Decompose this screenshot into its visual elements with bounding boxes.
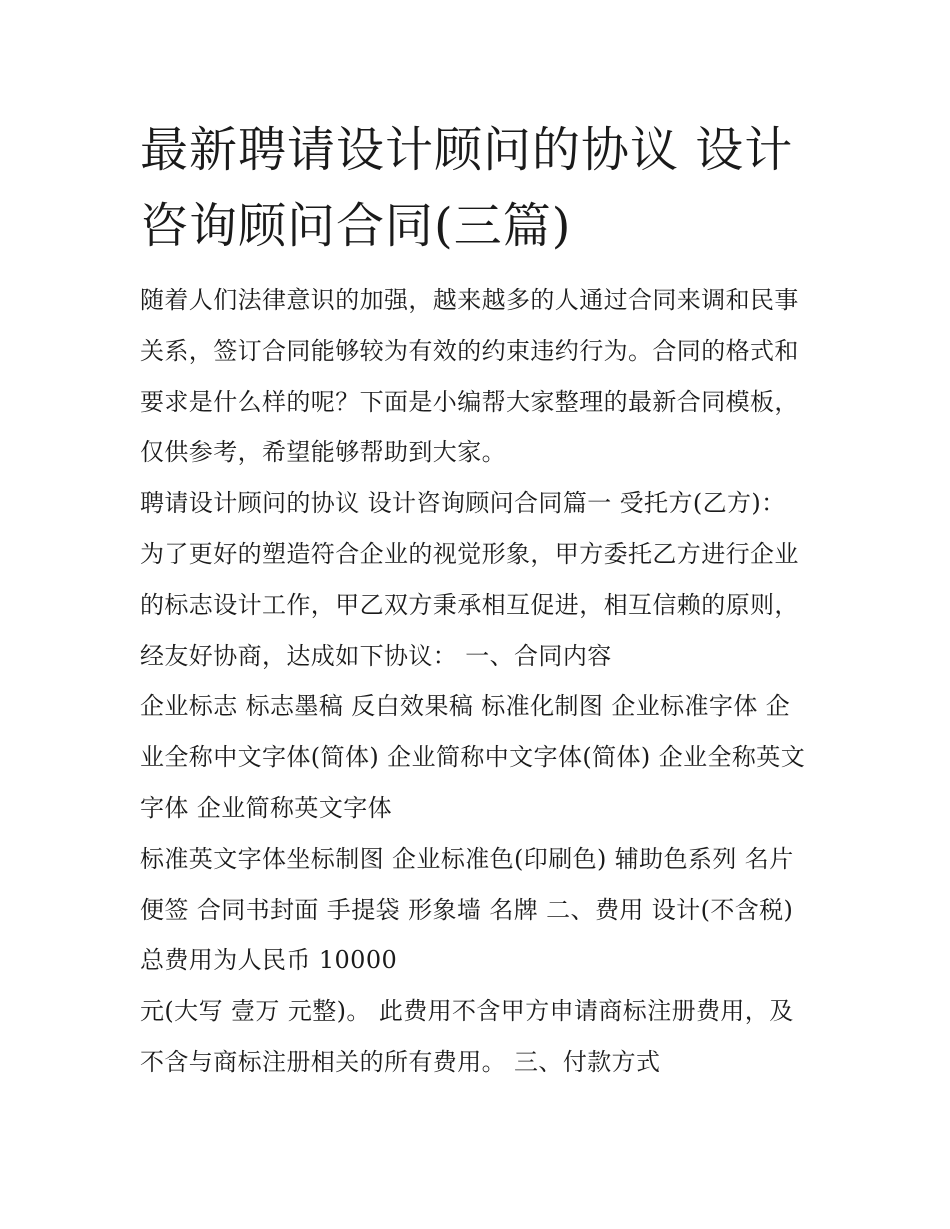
title-line: 咨询顾问合同(三篇) bbox=[140, 198, 572, 254]
text-line: 关系，签订合同能够较为有效的约束违约行为。合同的格式和 bbox=[140, 336, 799, 365]
text-line: 经友好协商，达成如下协议： 一、合同内容 bbox=[140, 641, 612, 670]
text-line: 的标志设计工作，甲乙双方秉承相互促进，相互信赖的原则， bbox=[140, 590, 799, 619]
text-line: 要求是什么样的呢？下面是小编帮大家整理的最新合同模板， bbox=[140, 387, 799, 416]
text-line: 随着人们法律意识的加强，越来越多的人通过合同来调和民事 bbox=[140, 286, 799, 314]
paragraph-content-list bbox=[140, 681, 820, 833]
text-line: 字体 企业简称英文字体 bbox=[140, 793, 393, 822]
text-line: 不含与商标注册相关的所有费用。 三、付款方式 bbox=[140, 1047, 661, 1076]
text-line: 为了更好的塑造符合企业的视觉形象，甲方委托乙方进行企业 bbox=[140, 539, 799, 568]
document-title bbox=[140, 112, 820, 264]
text-line: 元(大写 壹万 元整)。 此费用不含甲方申请商标注册费用，及 bbox=[140, 997, 794, 1026]
text-line: 便签 合同书封面 手提袋 形象墙 名牌 二、费用 设计(不含税) bbox=[140, 895, 794, 924]
document-body bbox=[140, 275, 820, 1088]
text-line: 聘请设计顾问的协议 设计咨询顾问合同篇一 受托方(乙方)： bbox=[140, 489, 786, 518]
text-line: 总费用为人民币 10000 bbox=[140, 946, 398, 975]
paragraph-intro bbox=[140, 275, 820, 478]
text-line: 业全称中文字体(简体) 企业简称中文字体(简体) 企业全称英文 bbox=[140, 743, 806, 772]
paragraph-items-fees bbox=[140, 834, 820, 986]
text-line: 标准英文字体坐标制图 企业标准色(印刷色) 辅助色系列 名片 bbox=[140, 844, 794, 873]
text-line: 仅供参考，希望能够帮助到大家。 bbox=[140, 438, 506, 467]
text-line: 企业标志 标志墨稿 反白效果稿 标准化制图 企业标准字体 企 bbox=[140, 692, 791, 721]
title-line: 最新聘请设计顾问的协议 设计 bbox=[140, 122, 794, 178]
paragraph-contract-one bbox=[140, 478, 820, 681]
paragraph-payment bbox=[140, 986, 820, 1088]
